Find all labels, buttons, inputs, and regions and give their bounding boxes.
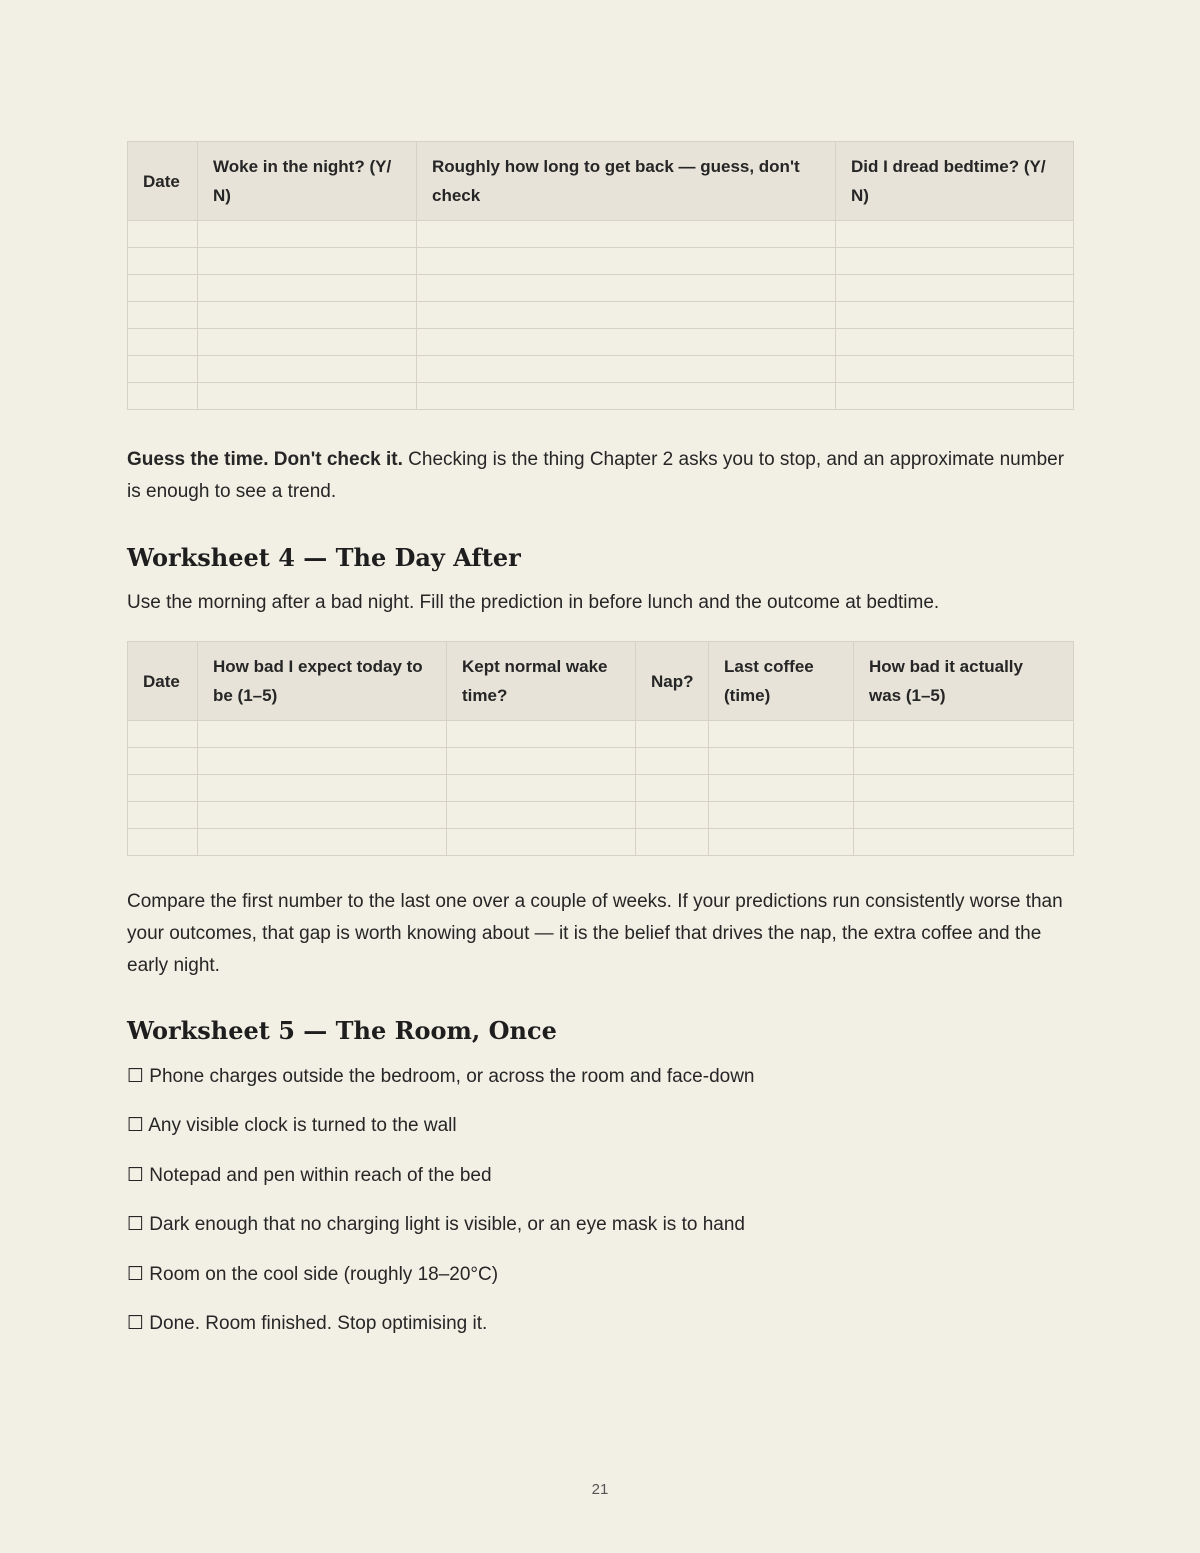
table-row [128, 721, 1074, 748]
guess-time-note [127, 444, 1073, 508]
table-cell[interactable] [198, 721, 447, 748]
table-cell[interactable] [417, 356, 836, 383]
table-cell[interactable] [128, 248, 198, 275]
table-cell[interactable] [128, 302, 198, 329]
table-row [128, 829, 1074, 856]
table-cell[interactable] [836, 383, 1074, 410]
sleep-log-table [127, 141, 1074, 410]
table-row [128, 302, 1074, 329]
table-cell[interactable] [198, 829, 447, 856]
table-cell[interactable] [636, 802, 709, 829]
table-cell[interactable] [447, 721, 636, 748]
table-header-row [128, 142, 1074, 221]
table-cell[interactable] [709, 721, 854, 748]
table-row [128, 383, 1074, 410]
table-cell[interactable] [836, 248, 1074, 275]
worksheet-4-note: Compare the first number to the last one over a couple of weeks. If your predictions run consistently worse than your outcomes, that gap is worth knowing about — it is the belief that drives the nap, the extra coffee and the early night. [127, 891, 1063, 976]
table-cell[interactable] [417, 275, 836, 302]
table-row [128, 802, 1074, 829]
checklist-item[interactable]: ☐ Done. Room finished. Stop optimising it. [127, 1312, 488, 1334]
table-row [128, 221, 1074, 248]
column-header-time-to-sleep: Roughly how long to get back — guess, don't check [417, 142, 836, 221]
column-header-coffee: Last coffee (time) [709, 642, 854, 721]
table-row [128, 748, 1074, 775]
table-cell[interactable] [447, 748, 636, 775]
table-cell[interactable] [198, 356, 417, 383]
table-cell[interactable] [636, 721, 709, 748]
table-cell[interactable] [854, 748, 1074, 775]
table-row [128, 775, 1074, 802]
table-cell[interactable] [417, 329, 836, 356]
room-checklist [127, 1064, 1073, 1337]
table-cell[interactable] [854, 802, 1074, 829]
worksheet-4-intro: Use the morning after a bad night. Fill the prediction in before lunch and the outcome at bedtime. [127, 592, 940, 613]
table-cell[interactable] [836, 275, 1074, 302]
table-cell[interactable] [128, 721, 198, 748]
column-header-nap: Nap? [636, 642, 709, 721]
table-cell[interactable] [128, 775, 198, 802]
page-content [127, 141, 1073, 1360]
guess-time-note-bold: Guess the time. Don't check it. [127, 449, 403, 470]
worksheet-4-heading: Worksheet 4 — The Day After [127, 543, 521, 572]
table-cell[interactable] [128, 275, 198, 302]
table-cell[interactable] [128, 356, 198, 383]
table-cell[interactable] [198, 302, 417, 329]
table-cell[interactable] [836, 221, 1074, 248]
table-cell[interactable] [128, 829, 198, 856]
table-cell[interactable] [854, 829, 1074, 856]
column-header-date: Date [128, 642, 198, 721]
table-header-row [128, 642, 1074, 721]
table-cell[interactable] [198, 329, 417, 356]
table-cell[interactable] [198, 775, 447, 802]
table-cell[interactable] [128, 802, 198, 829]
column-header-woke: Woke in the night? (Y/ N) [198, 142, 417, 221]
table-cell[interactable] [417, 248, 836, 275]
checklist-item[interactable]: ☐ Phone charges outside the bedroom, or across the room and face-down [127, 1066, 755, 1087]
table-cell[interactable] [836, 302, 1074, 329]
worksheet-5-heading: Worksheet 5 — The Room, Once [127, 1016, 557, 1045]
table-cell[interactable] [128, 748, 198, 775]
table-cell[interactable] [198, 383, 417, 410]
table-cell[interactable] [447, 802, 636, 829]
table-cell[interactable] [128, 383, 198, 410]
table-cell[interactable] [447, 775, 636, 802]
table-cell[interactable] [709, 748, 854, 775]
table-cell[interactable] [836, 356, 1074, 383]
table-cell[interactable] [128, 329, 198, 356]
table-cell[interactable] [198, 221, 417, 248]
table-cell[interactable] [636, 829, 709, 856]
table-cell[interactable] [417, 221, 836, 248]
page-number: 21 [591, 1481, 609, 1498]
checklist-item[interactable]: ☐ Dark enough that no charging light is visible, or an eye mask is to hand [127, 1214, 745, 1236]
table-row [128, 275, 1074, 302]
checklist-item[interactable]: ☐ Any visible clock is turned to the wall [127, 1115, 457, 1137]
day-after-table [127, 641, 1074, 856]
table-cell[interactable] [198, 275, 417, 302]
table-cell[interactable] [417, 383, 836, 410]
guess-time-note-text: Checking is the thing Chapter 2 asks you to stop, and an approximate number is enough to see a trend. [127, 449, 1065, 502]
table-cell[interactable] [836, 329, 1074, 356]
table-cell[interactable] [417, 302, 836, 329]
column-header-wake-time: Kept normal wake time? [447, 642, 636, 721]
table-cell[interactable] [198, 748, 447, 775]
table-cell[interactable] [709, 829, 854, 856]
table-row [128, 356, 1074, 383]
checklist-item[interactable]: ☐ Room on the cool side (roughly 18–20°C) [127, 1263, 499, 1285]
table-cell[interactable] [198, 802, 447, 829]
column-header-expected: How bad I expect today to be (1–5) [198, 642, 447, 721]
table-cell[interactable] [854, 775, 1074, 802]
column-header-date: Date [128, 142, 198, 221]
table-cell[interactable] [128, 221, 198, 248]
table-row [128, 329, 1074, 356]
table-cell[interactable] [447, 829, 636, 856]
column-header-actual: How bad it actually was (1–5) [854, 642, 1074, 721]
table-cell[interactable] [198, 248, 417, 275]
table-cell[interactable] [636, 748, 709, 775]
table-cell[interactable] [636, 775, 709, 802]
table-cell[interactable] [709, 802, 854, 829]
table-cell[interactable] [709, 775, 854, 802]
table-cell[interactable] [854, 721, 1074, 748]
table-row [128, 248, 1074, 275]
checklist-item[interactable]: ☐ Notepad and pen within reach of the bed [127, 1164, 492, 1186]
column-header-dread: Did I dread bedtime? (Y/ N) [836, 142, 1074, 221]
